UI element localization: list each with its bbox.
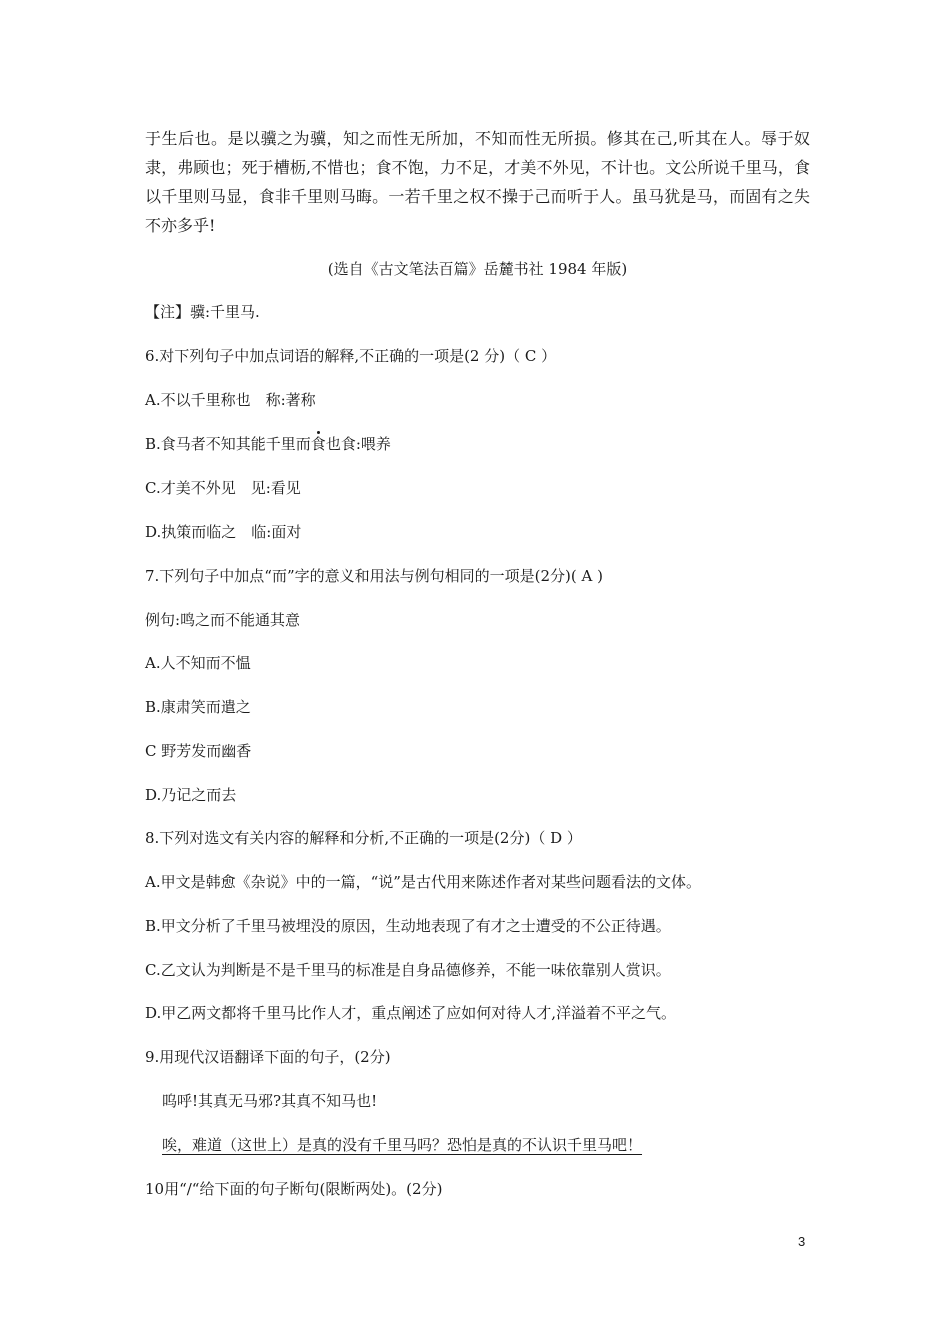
option-b-text-before: B.食马者不知其能千里而 (145, 435, 311, 453)
passage-paragraph: 于生后也。是以骥之为骥，知之而性无所加，不知而性无所损。修其在己,听其在人。辱于奴隶，弗顾也；死于槽枥,不惜也；食不饱，力不足，才美不外见，不计也。文公所说千里马，食以千里则马显，食非千里则马晦。一若千里之权不操于己而听于人。虽马犹是马，而固有之失不亦多乎! (145, 129, 810, 235)
question-10-stem: 10用“/“给下面的句子断句(限断两处)。(2分) (145, 1180, 443, 1198)
question-8-option-b: B.甲文分析了千里马被埋没的原因，生动地表现了有才之士遭受的不公正待遇。 (145, 917, 671, 935)
question-9-sentence: 呜呼!其真无马邪?其真不知马也! (162, 1092, 378, 1110)
option-b-text-after: 也食:喂养 (325, 435, 391, 453)
question-6-stem: 6.对下列句子中加点词语的解释,不正确的一项是(2 分)（ C ） (145, 347, 557, 365)
question-9-answer: 唉，难道（这世上）是真的没有千里马吗？恐怕是真的不认识千里马吧！ (162, 1136, 643, 1154)
question-7-option-c: C 野芳发而幽香 (145, 742, 252, 760)
question-7-example: 例句:鸣之而不能通其意 (145, 611, 301, 629)
question-7-option-b: B.康肃笑而遣之 (145, 698, 251, 716)
question-6-option-d: D.执策而临之 临:面对 (145, 523, 302, 541)
question-9-stem: 9.用现代汉语翻译下面的句子，(2分) (145, 1048, 391, 1066)
page-number: 3 (798, 1234, 806, 1249)
question-6-option-b (145, 434, 391, 454)
source-citation: (选自《古文笔法百篇》岳麓书社 1984 年版) (327, 260, 628, 278)
question-8-option-c: C.乙文认为判断是不是千里马的标准是自身品德修养，不能一味依靠别人赏识。 (145, 961, 671, 979)
question-6-option-a: A.不以千里称也 称:著称 (145, 391, 316, 409)
question-8-option-d: D.甲乙两文都将千里马比作人才，重点阐述了应如何对待人才,洋溢着不平之气。 (145, 1004, 677, 1022)
question-7-option-a: A.人不知而不愠 (145, 654, 251, 672)
question-7-option-d: D.乃记之而去 (145, 786, 237, 804)
question-8-stem: 8.下列对选文有关内容的解释和分析,不正确的一项是(2分)（ D ） (145, 829, 582, 847)
dotted-character: 食 (310, 435, 326, 453)
question-6-option-c: C.才美不外见 见:看见 (145, 479, 301, 497)
question-7-stem: 7.下列句子中加点“而”字的意义和用法与例句相同的一项是(2分)( A ) (145, 567, 603, 585)
question-8-option-a: A.甲文是韩愈《杂说》中的一篇，“说”是古代用来陈述作者对某些问题看法的文体。 (145, 873, 701, 891)
note-line: 【注】骥:千里马. (145, 303, 260, 321)
